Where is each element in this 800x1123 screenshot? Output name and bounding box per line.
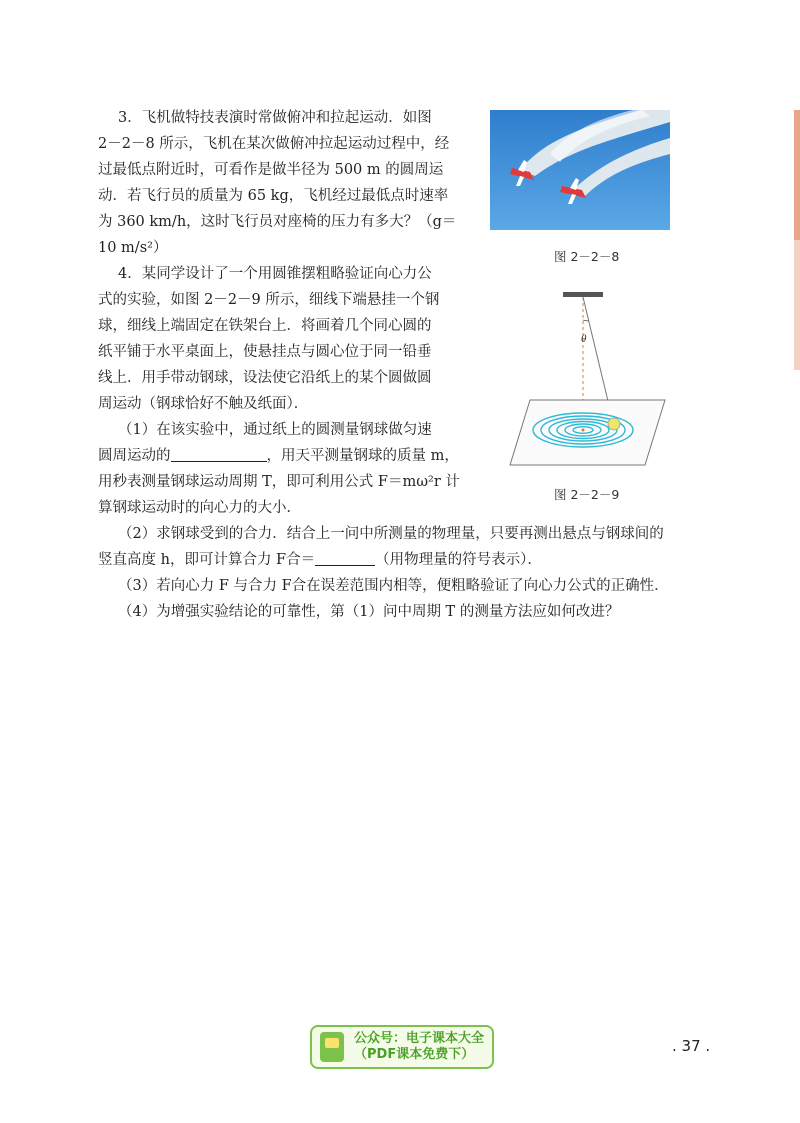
answer-blank-1[interactable] — [171, 447, 267, 462]
problem3-line-3: 过最低点附近时，可看作是做半径为 500 m 的圆周运 — [98, 162, 444, 178]
badge-text — [354, 1031, 484, 1063]
part4-line: （4）为增强实验结论的可靠性，第（1）问中周期 T 的测量方法应如何改进？ — [118, 604, 620, 620]
badge-line-2: （PDF课本免费下） — [354, 1047, 475, 1062]
part2-line-2-post: （用物理量的符号表示）． — [375, 552, 542, 568]
problem4-line-6: 周运动（钢球恰好不触及纸面）． — [98, 396, 309, 412]
circle-center — [582, 429, 585, 432]
figure-conical-pendulum — [505, 290, 675, 475]
problem4-line-1: 4．某同学设计了一个用圆锥摆粗略验证向心力公 — [118, 266, 432, 282]
part1-line-2-pre: 圆周运动的 — [98, 448, 171, 464]
theta-label: θ — [581, 333, 587, 345]
part3-line: （3）若向心力 F 与合力 F合在误差范围内相等，便粗略验证了向心力公式的正确性． — [118, 578, 669, 594]
problem3-line-2: 2－2－8 所示，飞机在某次做俯冲拉起运动过程中，经 — [98, 136, 450, 152]
part2-line-2 — [98, 547, 542, 573]
part2-line-2-pre: 竖直高度 h，即可计算合力 F合＝ — [98, 552, 316, 568]
book-icon — [320, 1032, 344, 1062]
support-bar — [563, 292, 603, 297]
airplanes-photo-illustration — [490, 110, 670, 230]
page-number: . 37 . — [672, 1037, 711, 1055]
part2-line-1: （2）求钢球受到的合力．结合上一问中所测量的物理量，只要再测出悬点与钢球间的 — [118, 526, 664, 542]
problem4-line-3: 球，细线上端固定在铁架台上．将画着几个同心圆的 — [98, 318, 432, 334]
problem3-line-1: 3．飞机做特技表演时常做俯冲和拉起运动．如图 — [118, 110, 432, 126]
badge-line-1: 公众号：电子课本大全 — [354, 1031, 485, 1046]
problem3-line-6: 10 m/s²） — [98, 240, 168, 256]
problem4-line-4: 纸平铺于水平桌面上，使悬挂点与圆心位于同一铅垂 — [98, 344, 432, 360]
problem4-line-2: 式的实验，如图 2－2－9 所示，细线下端悬挂一个钢 — [98, 292, 440, 308]
part1-line-4: 算钢球运动时的向心力的大小． — [98, 500, 301, 516]
part1-line-2 — [98, 443, 459, 469]
figure-2-2-9-caption: 图 2－2－9 — [554, 487, 620, 502]
margin-accent-bar — [794, 110, 800, 240]
part1-line-1: （1）在该实验中，通过纸上的圆测量钢球做匀速 — [118, 422, 432, 438]
part1-line-3: 用秒表测量钢球运动周期 T，即可利用公式 F＝mω²r 计 — [98, 474, 460, 490]
margin-accent-bar-light — [794, 240, 800, 370]
figure-airplanes-photo — [490, 110, 670, 230]
figure-2-2-8-caption: 图 2－2－8 — [554, 249, 620, 264]
problem3-line-4: 动．若飞行员的质量为 65 kg，飞机经过最低点时速率 — [98, 188, 449, 204]
part1-line-2-post: ，用天平测量钢球的质量 m， — [266, 448, 459, 464]
conical-pendulum-diagram — [505, 290, 675, 475]
answer-blank-2[interactable] — [315, 551, 375, 566]
steel-ball — [608, 418, 620, 430]
footer-watermark-badge — [310, 1025, 494, 1069]
problem4-line-5: 线上．用手带动钢球，设法使它沿纸上的某个圆做圆 — [98, 370, 432, 386]
problem3-line-5: 为 360 km/h，这时飞行员对座椅的压力有多大？（g＝ — [98, 214, 457, 230]
